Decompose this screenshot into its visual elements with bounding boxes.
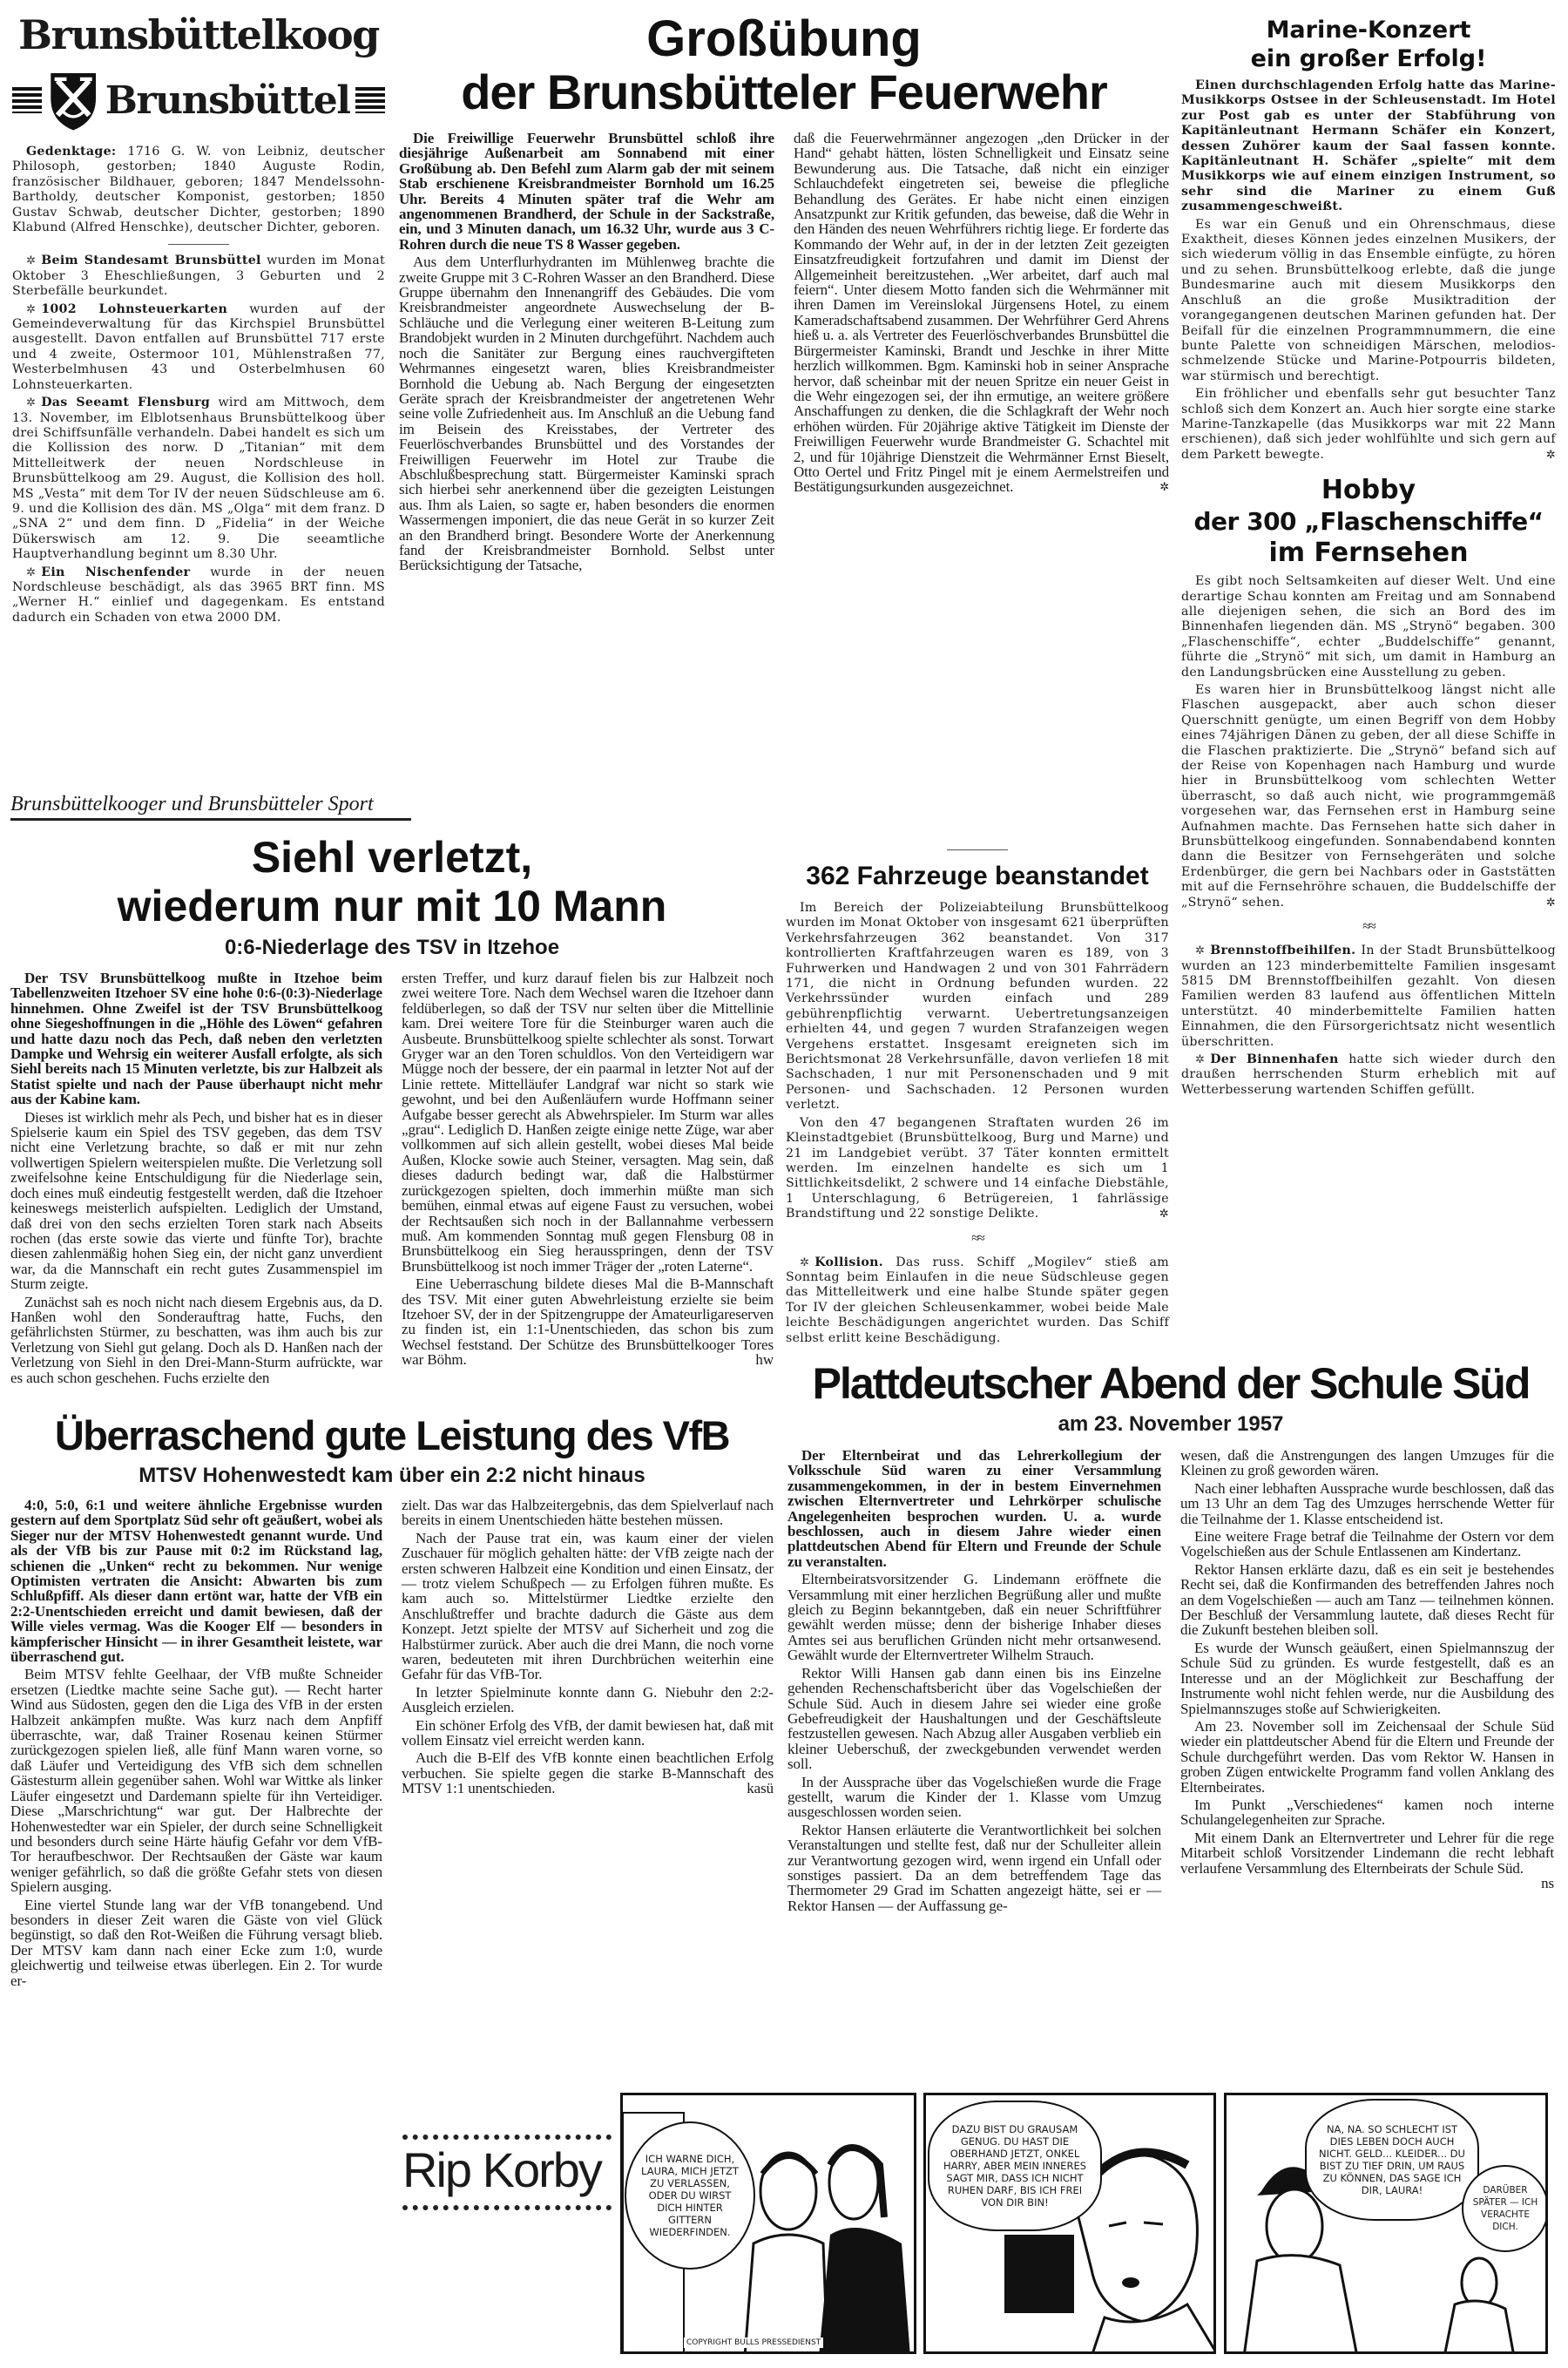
paragraph bbox=[1181, 574, 1556, 680]
divider bbox=[168, 244, 229, 245]
paragraph bbox=[1181, 387, 1556, 463]
article-hobby bbox=[1181, 475, 1556, 1098]
author-initials: hw bbox=[755, 1351, 774, 1369]
coat-of-arms-icon bbox=[47, 64, 99, 137]
notice-lead: Ein Nischenfender bbox=[41, 565, 191, 579]
end-star-icon: ✲ bbox=[1159, 1208, 1169, 1221]
paragraph-text: daß die Feuerwehrmänner angezogen „den Drücker in der Hand“ gehabt hätten, lösten Schnelligkeit und Einsatz seine Bewunderung aus. Die Tatsache, daß nicht ein einziger Schlauchdefekt eingetreten sei, beweise die pflegliche Behandlung des Gerätes. Er habe nicht einen einzigen Ansatzpunkt zur Kritik gefunden, das beweise, daß die Wehr in den Händen des neuen Wehrführers richtig liege. Er forderte das Kommando der Wehr auf, in der in der letzten Zeit gezeigten Einsatzfreudigkeit fortzufahren und damit im Dienst der Allgemeinheit bereitzustehen. „Wer arbeitet, darf auch mal feiern“. Unter diesem Motto fanden sich die Wehrmänner mit ihren Damen im Vereinslokal Jürgensens Hotel, zu einem Kameradschaftsabend zusammen. Der Wehrführer Gerd Ahrens hieß u. a. als Vertreter des Feuerlöschverbandes Brunsbüttel die Bürgermeister Kaminski, Brandt und Jeschke in ihrer Mitte herzlich willkommen. Bgm. Kaminski hob in seiner Ansprache hervor, daß scheinbar mit der neuen Spritze ein neuer Geist in die Wehr eingezogen sei, der ihn ermutige, an weitere größere Anschaffungen zu denken, die die Schlagkraft der Wehr noch erhöhen würden. Für 20jährige aktive Tätigkeit im Dienste der Freiwilligen Feuerwehr wurde Brandmeister G. Schachtel mit 2, und für 10jährige Dienstzeit die Wehrmänner Ernst Bieselt, Otto Oertel und Fritz Pingel mit je einem Aermelstreifen und Bestätigungsurkunden ausgezeichnet. bbox=[794, 130, 1170, 496]
notice bbox=[12, 302, 385, 393]
notice bbox=[12, 145, 385, 235]
paragraph bbox=[10, 1110, 382, 1292]
masthead-row bbox=[12, 61, 385, 139]
paragraph bbox=[1180, 1797, 1554, 1828]
speech-bubble: NA, NA. SO SCHLECHT IST DIES LEBEN DOCH AUCH NICHT. GELD... KLEIDER... DU BIST ZU TIEF DRIN, UM RAUS ZU KÖNNEN, DAS SAGE ICH DIR, LAURA! bbox=[1305, 2099, 1479, 2221]
right-column bbox=[1181, 16, 1556, 1100]
notice-lead: 1002 Lohnsteuerkarten bbox=[41, 301, 228, 316]
paragraph-text: Eine Ueberraschung bildete dieses Mal die B-Mannschaft des TSV. Mit einer guten Abwehrleistung erzielte sie beim Itzehoer SV, der in der Spitzengruppe der Amateurligareserven zu finden ist, ein 1:1-Unentschieden, das schon bis zum Wechsel feststand. Der Schütze des Brunsbüttelkooger Tores war Böhm. bbox=[402, 1275, 774, 1369]
paragraph bbox=[1180, 1481, 1554, 1526]
paragraph bbox=[787, 1775, 1161, 1820]
article-hobby-body bbox=[1181, 574, 1556, 1098]
paragraph bbox=[787, 1666, 1161, 1772]
notice bbox=[12, 254, 385, 299]
paragraph-text: Rektor Willi Hansen gab dann einen bis ins Einzelne gehenden Rechenschaftsbericht über das Vogelschießen der Schule Süd. Auch in diesem Jahre sei wieder eine große Gebefreudigkeit der Haushaltungen und der Geschäftsleute festzustellen gewesen. Nach Abzug aller Ausgaben verblieb ein kleiner Ueberschuß, der zweckgebunden verwendet werden soll. bbox=[787, 1664, 1161, 1773]
notice-lead: Das Seeamt Flensburg bbox=[41, 396, 211, 410]
paragraph-text: Im Bereich der Polizeiabteilung Brunsbüttelkoog wurden im Monat Oktober von insgesamt 621 überprüften Verkehrsfahrzeugen 362 beanstandet. Von 317 kontrollierten Kraftfahrzeugen waren es 189, von 3 Fuhrwerken und Handwagen 2 und von 301 Fahrrädern 171, die nicht in Ordnung befunden wurden. 22 Verkehrssünder wurden einfach und 289 gebührenpflichtig verwarnt. Uebertretungsanzeigen erhielten 44, und gegen 7 wurden Strafanzeigen wegen Vergehens erstattet. Insgesamt ereigneten sich im Berichtsmonat 28 Verkehrsunfälle, davon verliefen 18 mit Sachschaden, 1 nur mit Personenschaden und 9 mit Personen- und Sachschaden. 12 Personen wurden verletzt. bbox=[786, 901, 1169, 1113]
article-body bbox=[786, 901, 1169, 1346]
subheadline-vfb: MTSV Hohenwestedt kam über ein 2:2 nicht hinaus bbox=[139, 1463, 645, 1487]
notice-lead: Der Binnenhafen bbox=[1210, 1052, 1339, 1066]
comic-panel-1 bbox=[620, 2093, 916, 2354]
paragraph-text: Rektor Hansen erläuterte die Verantwortlichkeit bei solchen Veranstaltungen und stellte fest, daß nur der Schulleiter allein zur Verantwortung gezogen wird, wenn irgend ein Unfall oder sonstiges passiert. Da an dem betreffendem Tage das Thermometer 29 Grad im Schatten angezeigt hätte, sei er — Rektor Hansen — der Auffassung ge- bbox=[787, 1821, 1161, 1914]
paragraph bbox=[402, 1750, 774, 1796]
paragraph bbox=[1180, 1448, 1554, 1478]
sport-section bbox=[10, 793, 774, 1991]
paragraph-text: wesen, daß die Anstrengungen des langen Umzuges für die Kleinen zu groß geworden wären. bbox=[1180, 1447, 1554, 1479]
headline-hobby-line1: Hobby bbox=[1321, 475, 1416, 506]
headline-hobby-line2: der 300 „Flaschenschiffe“ bbox=[1193, 507, 1544, 537]
headline-line1: Großübung bbox=[646, 10, 922, 67]
masthead-title-brunsbuettelkoog: Brunsbüttelkoog bbox=[18, 11, 379, 58]
paragraph-text: Es war ein Genuß und ein Ohrenschmaus, diese Exaktheit, dieses Können jedes einzelnen Musikers, der sich wiederum völlig in das Ensemble einfügte, zu hören und zu sehen. Brunsbüttelkoog erlebte, daß die junge Bundesmarine auch mit diesem Musikkorps den Anschluß an die große Musiktradition der vorangegangenen deutschen Marinen gefunden hat. Der Beifall für die einzelnen Programmnummern, die eine bunte Palette von schneidigen Märschen, melodios-schmelzende Stücke und Marine-Potpourris bildeten, war stürmisch und berechtigt. bbox=[1181, 217, 1556, 383]
paragraph-text: Einen durchschlagenden Erfolg hatte das Marine-Musikkorps Ostsee in der Schleusenstadt. Im Hotel zur Post gab es unter der Stabführung von Kapitänleutnant Hermann Schäfer ein Konzert, dessen Zuhörer kaum der Saal fassen konnte. Kapitänleutnant H. Schäfer „spielte“ mit dem Musikkorps wie auf einem einzigen Instrument, so sehr sind die Mariner zu einem Guß zusammengeschweißt. bbox=[1181, 78, 1556, 214]
author-initials: kasü bbox=[747, 1780, 774, 1797]
paragraph bbox=[10, 1898, 382, 1988]
paragraph-text: wurden auf der Gemeindeverwaltung für das Kirchspiel Brunsbüttel ausgestellt. Davon entfallen auf Brunsbüttel 717 erste und 4 zweite, Ostermoor 101, Mühlenstraßen 77, Westerbelmhusen 43 und Osterbelmhusen 60 Lohnsteuerkarten. bbox=[12, 301, 385, 392]
paragraph-text: Auch die B-Elf des VfB konnte einen beachtlichen Erfolg verbuchen. Sie spielte gegen die starke B-Mannschaft des MTSV 1:1 unentschieden. bbox=[402, 1749, 774, 1797]
paragraph-text: Dieses ist wirklich mehr als Pech, und bisher hat es in dieser Spielserie kaum ein Spiel des TSV gegeben, das dem TSV nicht eine Verletzung brachte, so daß er mit nur zehn vollwertigen Spielern weiterspielen mußte. Die Verletzung soll zweifelsohne keine Entschuldigung für die Niederlage sein, doch eines muß eindeutig festgestellt werden, daß die Itzehoer keineswegs meisterlich aufspielten. Lediglich der Umstand, daß drei von den sechs erzielten Toren stark nach Abseits rochen (das erste sowie das vierte und fünfte Tor), brachte diesen zahlenmäßig hohen Sieg ein, der nicht ganz unverdient war, da die Mannschaft ein recht gutes Zusammenspiel im Sturm zeigte. bbox=[10, 1108, 382, 1293]
sport-section-banner: Brunsbüttelkooger und Brunsbütteler Sport bbox=[10, 793, 411, 821]
paragraph-text: Elternbeiratsvorsitzender G. Lindemann eröffnete die Versammlung mit einer herzlichen Begrüßung aller und mußte gleich zu Beginn bekanntgeben, daß ein neuer Schriftführer gewählt werden müsse; denn der bisherige Inhaber dieses Amtes sei aus beruflichen Gründen nicht mehr ortsanwesend. Gewählt wurde der Elternvertreter Wilhelm Strauch. bbox=[787, 1571, 1161, 1664]
paragraph bbox=[10, 1295, 382, 1385]
notice-star-icon: ✲ bbox=[26, 254, 37, 268]
subheadline-siehl: 0:6-Niederlage des TSV in Itzehoe bbox=[224, 936, 560, 959]
headline-plattdeutsch: Plattdeutscher Abend der Schule Süd bbox=[812, 1359, 1530, 1408]
paragraph-text: Der TSV Brunsbüttelkoog mußte in Itzehoe beim Tabellenzweiten Itzehoer SV eine hohe 0:6-(0:3)-Niederlage hinnehmen. Ohne Zweifel ist der TSV Brunsbüttelkoog ohne Siegeshoffnungen in die „Höhle des Löwen“ gefahren und hatte dazu noch das Pech, daß neben den verletzten Dampke und Wehrsig ein weiterer Ausfall erfolgte, als sich Siehl bereits nach 15 Minuten verletzte, bis zur Halbzeit als Statist spielte und nach der Pause überhaupt nicht mehr aus der Kabine kam. bbox=[10, 970, 382, 1108]
paragraph bbox=[787, 1572, 1161, 1662]
notice-star-icon: ✲ bbox=[1195, 1052, 1206, 1066]
paragraph-text: Zunächst sah es noch nicht nach diesem Ergebnis aus, da D. Hanßen wohl den Sonderauftrag hatte, Fuchs, den gefährlichsten Stürmer, zu beschatten, was ihm auch bis zur Verletzung von Siehl gut gelang. Doch als D. Hanßen nach der Verletzung von Siehl in den Drei-Mann-Sturm aufrückte, war es auch schon geschehen. Fuchs erzielte den bbox=[10, 1293, 382, 1386]
paragraph bbox=[10, 1498, 382, 1664]
masthead bbox=[12, 9, 385, 139]
paragraph-text: Eine viertel Stunde lang war der VfB tonangebend. Und besonders in dieser Zeit waren die Gäste von viel Glück begünstigt, so daß den Rot-Weißen die Führung versagt blieb. Der MTSV kam dann nach einer Ecke zum 1:0, wurde gleichwertig und teilweise etwas überlegen. Ein 2. Tor wurde er- bbox=[10, 1896, 382, 1989]
paragraph-text: Von den 47 begangenen Straftaten wurden 26 im Kleinstadtgebiet (Brunsbüttelkoog, Burg und Marne) und 21 im Landgebiet verübt. 37 Täter konnten ermittelt werden. Im einzelnen handelte es sich um 1 Sittlichkeitsdelikt, 2 schwere und 14 einfache Diebstähle, 1 Unterschlagung, 6 Betrügereien, 1 fahrlässige Brandstiftung und 22 sonstige Delikte. bbox=[786, 1115, 1169, 1221]
paragraph-text: In letzter Spielminute konnte dann G. Niebuhr den 2:2-Ausgleich erzielen. bbox=[402, 1683, 774, 1716]
notice-star-icon: ✲ bbox=[800, 1255, 810, 1269]
notice-star-icon: ✲ bbox=[26, 396, 37, 410]
headline-marine-line2: ein großer Erfolg! bbox=[1250, 45, 1487, 72]
article-feuerwehr bbox=[392, 10, 1176, 576]
paragraph bbox=[10, 971, 382, 1107]
paragraph-text: Beim MTSV fehlte Geelhaar, der VfB mußte Schneider ersetzen (Liedtke machte seine Sache gut). — Recht harter Wind aus Südosten, gegen den die Liga des VfB in der ersten Halbzeit ankämpfen mußte. Was kurz nach dem Anpfiff überraschte, war, daß Trainer Rosenau keinen Stürmer zurückgezogen spielen ließ, alle fünf Mann waren vorne, so daß Läufer und Verteidigung des VfB sich dem schnellen Gästesturm allein gegenüber sahen. Wohl war Wittke als linker Läufer eingesetzt und Dardemann spielte für ihn Verteidiger. Diese „Marschrichtung“ war gut. Der Halbrechte der Hohenwestedter war ein Spieler, der durch seine Schnelligkeit und besonders durch seine Härte häufig Gefahr vor dem VfB-Tor heraufbeschwor. Der Rechtsaußen der Gäste war kaum weniger gefährlich, so daß die größte Gefahr stets von diesen Spielern ausging. bbox=[10, 1666, 382, 1896]
paragraph bbox=[402, 1276, 774, 1367]
notice bbox=[786, 1255, 1169, 1346]
comic-panel-2 bbox=[923, 2093, 1216, 2354]
speech-bubble: DARÜBER SPÄTER — ICH VERACHTE DICH. bbox=[1462, 2165, 1548, 2252]
comic-title-block bbox=[402, 2135, 612, 2212]
paragraph-text: Das russ. Schiff „Mogilev“ stieß am Sonntag beim Einlaufen in die neue Südschleuse gegen das Mittelleitwerk und eine halbe Stunde später gegen Tor IV der gleichen Schleusenkammer, wobei beide Male leichte Beschädigungen angerichtet wurden. Das Schiff selbst erlitt keine Beschädigung. bbox=[786, 1255, 1169, 1345]
paragraph-text: wird am Mittwoch, dem 13. November, im Elblotsenhaus Brunsbüttelkoog über drei Schiffsunfälle verhandeln. Dabei handelt es sich um die Kollission des norw. D „Titanian“ mit dem Mittelleitwerk der neuen Nordschleuse in Brunsbüttelkoog am 29. August, die Kollision des holl. MS „Vesta“ mit dem Tor IV der neuen Südschleuse am 6. 9. und die Kollision des dän. MS „Olga“ mit dem franz. D „SNA 2“ und dem finn. D „Fidelia“ in der Weiche Dükerswisch am 12. 9. Die seeamtliche Hauptverhandlung beginnt um 8.30 Uhr. bbox=[12, 396, 386, 562]
paragraph bbox=[787, 1823, 1161, 1913]
paragraph bbox=[1181, 78, 1556, 215]
paragraph-text: ersten Treffer, und kurz darauf fielen bis zur Halbzeit noch zwei weitere Tore. Nach dem Wechsel waren die Itzehoer dann feldüberlegen, so daß der TSV nur selten über die Mittellinie kam. Drei weitere Tore für die Steinburger waren auch die Ausbeute. Brunsbüttelkoog spielte schlechter als sonst. Torwart Gryger war an den Toren schuldlos. Von den Verteidigern war Mügge noch der bessere, der ein paarmal in letzter Not auf der Linie rettete. Mittelläufer Landgraf war nicht so stark wie gewohnt, und bei den Außenläufern wurde Hoffmann seiner Aufgabe besser gerecht als Abwehrspieler. Im Sturm war alles „grau“. Lediglich D. Hanßen zeigte einige nette Züge, war aber vollkommen auf sich allein gestellt, wobei dieses Mal beide Außen, Klocke sowie auch Steiner, versagten. Mag sein, daß dieses dadurch bedingt war, daß die Halbstürmer zurückgezogen spielten, doch immerhin müßte man sich bemühen, einmal etwas auf eigene Faust zu versuchen, wobei der Rechtsaußen sich noch in der Ballannahme verbessern muß. Am kommenden Sonntag muß gegen Flensburg 08 in Brunsbüttelkoog ein Sieg herausspringen, denn der TSV Brunsbüttelkoog ist noch immer Träger der „roten Laterne“. bbox=[402, 970, 774, 1275]
local-notices bbox=[12, 145, 385, 626]
paragraph-text: Nach der Pause trat ein, was kaum einer der vielen Zuschauer für möglich gehalten hätte: der VfB zeigte nach der ersten schweren Halbzeit eine Kondition und einen Einsatz, der — trotz vielem Schußpech — zu Erfolgen führen mußte. Es kam auch so. Mittelstürmer Liedtke erzielte den Anschlußtreffer und brachte dadurch die Gäste aus dem Konzept. Jetzt spielte der MTSV auf Sicherheit und zog die Halbstürmer zurück. Aber auch die drei Mann, die noch vorne waren, bedeuteten mit ihren Durchbrüchen weiterhin eine Gefahr für das VfB-Tor. bbox=[402, 1529, 774, 1683]
paragraph bbox=[794, 131, 1169, 495]
paragraph bbox=[402, 1685, 774, 1715]
paragraph-text: Es waren hier in Brunsbüttelkoog längst nicht alle Flaschen ausgepackt, aber auch schon dieser Querschnitt genügte, um einen Begriff von dem Hobby eines 74jährigen Dänen zu geben, der all diese Schiffe in die Flaschen praktizierte. Die „Strynö“ befand sich auf der Reise von Kopenhagen nach Hamburg und wurde hier in Brunsbüttelkoog vom schlechten Wetter überrascht, so daß auch nicht, wie programmgemäß vorgesehen war, das Fernsehen erst in Hamburg seine Aufnahmen machte. Das Fernsehen hatte sich daher in Brunsbüttelkoog eingefunden. Sonnabendabend konnten dann die Besitzer von Fernsehgeräten und solche Erdenbürger, die gern bei Nachbars oder in Gaststätten mit auf die Fernsehröhre schauen, die Buddelschiffe der „Strynö“ sehen. bbox=[1181, 683, 1556, 910]
end-star-icon: ✲ bbox=[1159, 480, 1169, 494]
wave-divider-icon: ≈≈ bbox=[971, 1230, 983, 1246]
paragraph-text: In der Aussprache über das Vogelschießen wurde die Frage gestellt, warum die Kinder der 1. Klasse vom Umzug ausgeschlossen worden seien. bbox=[787, 1773, 1161, 1821]
paragraph-text: Es gibt noch Seltsamkeiten auf dieser Welt. Und eine derartige Schau konnten am Freitag und am Sonnabend alle diejenigen sehen, die sich an Bord des im Binnenhafen liegenden dän. MS „Strynö“ begaben. 300 „Flaschenschiffe“, echter „Buddelschiffe“ genannt, führte die „Strynö“ mit sich, um damit in Hamburg an den Landungsbrücken eine Ausstellung zu geben. bbox=[1181, 574, 1556, 680]
paragraph-text: Nach einer lebhaften Aussprache wurde beschlossen, daß das um 13 Uhr an dem Tag des Umzuges herrschende Wetter für die Teilnahme der 1. Klasse entscheidend ist. bbox=[1180, 1479, 1554, 1527]
paragraph bbox=[402, 1718, 774, 1749]
paragraph-text: Ein fröhlicher und ebenfalls sehr gut besuchter Tanz schloß sich dem Konzert an. Auch hier sorgte eine starke Marine-Tanzkapelle (das Musikkorps war mit 22 Mann erschienen), daß sich jeder wohlfühlte und sich gern auf dem Parkett bewegte. bbox=[1181, 387, 1556, 462]
article-column bbox=[402, 1498, 774, 1799]
paragraph bbox=[1180, 1719, 1554, 1795]
paragraph bbox=[1180, 1562, 1554, 1638]
notice bbox=[1181, 944, 1556, 1050]
divider bbox=[947, 849, 1008, 850]
comic-panel-3 bbox=[1224, 2093, 1548, 2354]
paragraph-text: 4:0, 5:0, 6:1 und weitere ähnliche Ergebnisse wurden gestern auf dem Sportplatz Süd sehr oft geäußert, wobei als Sieger nur der MTSV Hohenwestedt genannt wurde. Und als der VfB bis zur Pause mit 0:2 im Rückstand lag, schienen die „Unken“ recht zu bekommen. Nur wenige Optimisten vertraten die Ansicht: Abwarten bis zum Schlußpfiff. Als dieser dann ertönt war, hatte der VfB ein 2:2-Unentschieden erreicht und damit bewiesen, daß der Wille vieles vermag. Was die Kooger Elf — besonders in kämpferischer Hinsicht — in ihrer Gesamtheit leistete, war überraschend gut. bbox=[10, 1496, 382, 1666]
paragraph-text: wurde in der neuen Nordschleuse beschädigt, als das 3965 BRT finn. MS „Werner H.“ einlief und dagegenkam. Es entstand dadurch ein Schaden von etwa 2000 DM. bbox=[12, 565, 385, 625]
paragraph bbox=[1180, 1641, 1554, 1716]
paragraph-text: Mit einem Dank an Elternvertreter und Lehrer für die rege Mitarbeit schloß Vorsitzender Lindemann die recht lebhaft verlaufene Versammlung des Elternbeirats der Schule Süd. bbox=[1180, 1829, 1554, 1877]
article-plattdeutsch bbox=[787, 1357, 1554, 1916]
subheadline-date: am 23. November 1957 bbox=[1058, 1412, 1284, 1436]
speech-bubble: ICH WARNE DICH, LAURA, MICH JETZT ZU VERLASSEN, ODER DU WIRST DICH HINTER GITTERN WIEDERFINDEN. bbox=[625, 2121, 755, 2270]
notice-star-icon: ✲ bbox=[26, 302, 37, 316]
headline-siehl-line1: Siehl verletzt, bbox=[251, 833, 533, 882]
paragraph bbox=[787, 1448, 1161, 1569]
notice-star-icon: ✲ bbox=[1195, 944, 1206, 958]
paragraph bbox=[786, 901, 1169, 1113]
headline-siehl-line2: wiederum nur mit 10 Mann bbox=[117, 882, 667, 930]
paragraph bbox=[402, 1531, 774, 1682]
paragraph bbox=[399, 131, 774, 252]
comic-title: Rip Korby bbox=[402, 2142, 601, 2197]
banner-left-icon bbox=[12, 87, 42, 113]
article-column bbox=[10, 971, 382, 1388]
article-marine-body bbox=[1181, 78, 1556, 463]
masthead-title-brunsbuettel: Brunsbüttel bbox=[105, 78, 350, 123]
left-column bbox=[12, 9, 385, 628]
paragraph bbox=[1181, 218, 1556, 384]
comic-copyright: COPYRIGHT BULLS PRESSEDIENST bbox=[684, 2338, 823, 2348]
notice-lead: Gedenktage: bbox=[26, 145, 117, 159]
end-star-icon: ✲ bbox=[1545, 448, 1556, 462]
notice-star-icon: ✲ bbox=[26, 565, 37, 579]
headline-vfb: Überraschend gute Leistung des VfB bbox=[54, 1411, 730, 1458]
paragraph bbox=[402, 1498, 774, 1528]
notice bbox=[12, 565, 385, 626]
headline-marine-line1: Marine-Konzert bbox=[1266, 17, 1471, 44]
notice-lead: Kollision. bbox=[814, 1255, 883, 1269]
speech-bubble: DAZU BIST DU GRAUSAM GENUG. DU HAST DIE OBERHAND JETZT, ONKEL HARRY, ABER MEIN INNERES SAGT MIR, DASS ICH NICHT RUHEN DARF, BIS ICH FREI VON DIR BIN! bbox=[928, 2101, 1102, 2231]
notice bbox=[1181, 1052, 1556, 1098]
article-column bbox=[10, 1498, 382, 1991]
paragraph-text: Rektor Hansen erklärte dazu, daß es ein seit je bestehendes Recht sei, daß die Konfirmanden des betreffenden Jahres noch an dem Vogelschießen — auch am Tanz — teilnehmen können. Der Beschluß der Versammlung lautete, daß dieses Recht für die Zukunft bestehen bleiben soll. bbox=[1180, 1560, 1554, 1639]
banner-right-icon bbox=[355, 87, 385, 113]
paragraph bbox=[1181, 683, 1556, 910]
paragraph bbox=[399, 254, 774, 573]
article-column bbox=[402, 971, 774, 1370]
paragraph-text: zielt. Das war das Halbzeitergebnis, das dem Spielverlauf nach bereits in einem Unentschieden hätte bestehen müssen. bbox=[402, 1496, 774, 1529]
notice-lead: Brennstoffbeihilfen. bbox=[1210, 944, 1356, 958]
paragraph bbox=[1180, 1529, 1554, 1559]
paragraph-text: Eine weitere Frage betraf die Teilnahme der Ostern vor dem Vogelschießen aus der Schule Entlassenen am Kindertanz. bbox=[1180, 1528, 1554, 1560]
article-column bbox=[794, 131, 1169, 497]
article-fahrzeuge bbox=[786, 841, 1169, 1349]
headline-line2: der Brunsbütteler Feuerwehr bbox=[461, 64, 1107, 119]
author-initials: ns bbox=[1541, 1874, 1554, 1891]
notice-lead: Beim Standesamt Brunsbüttel bbox=[41, 254, 261, 268]
paragraph-text: In der Stadt Brunsbüttelkoog wurden an 123 minderbemittelte Familien insgesamt 5815 DM Brennstoffbeihilfen gezahlt. Von diesen Familien werden 83 laufend aus öffentlichen Mitteln unterstützt. 40 minderbemittelte Familien hatten Einnahmen, die den Fürsorgerichtsatz nicht wesentlich überschritten. bbox=[1181, 944, 1556, 1049]
paragraph-text: 1716 G. W. von Leibniz, deutscher Philosoph, gestorben; 1840 Auguste Rodin, französischer Bildhauer, geboren; 1847 Mendelssohn-Bartholdy, deutscher Komponist, gestorben; 1850 Gustav Schwab, deutscher Dichter, gestorben; 1890 Klabund (Alfred Henschke), deutscher Dichter, geboren. bbox=[12, 145, 385, 235]
notice bbox=[12, 396, 385, 562]
paragraph-text: wurden im Monat Oktober 3 Eheschließungen, 3 Geburten und 2 Sterbefälle beurkundet. bbox=[12, 254, 385, 299]
paragraph-text: Ein schöner Erfolg des VfB, der damit bewiesen hat, daß mit vollem Einsatz viel erreicht werden kann. bbox=[402, 1716, 774, 1749]
paragraph bbox=[786, 1116, 1169, 1222]
headline: 362 Fahrzeuge beanstandet bbox=[806, 862, 1149, 890]
paragraph bbox=[1180, 1829, 1554, 1891]
article-column bbox=[787, 1448, 1161, 1916]
paragraph-text: Es wurde der Wunsch geäußert, einen Spielmannszug der Schule Süd zu gründen. Es wurde festgestellt, daß es an Interesse und an der Möglichkeit zur Beschaffung der Instrumente wohl nicht fehlen werde, nur die Ausbildung des Spielmannszuges stoße auf Schwierigkeiten. bbox=[1180, 1639, 1554, 1717]
article-column bbox=[399, 131, 774, 576]
article-column bbox=[1180, 1448, 1554, 1891]
paragraph-text: Im Punkt „Verschiedenes“ kamen noch interne Schulangelegenheiten zur Sprache. bbox=[1180, 1796, 1554, 1829]
paragraph-text: hatte sich wieder durch den draußen herrschenden Sturm erheblich mit auf Wetterbesserung wartenden Schiffen gefüllt. bbox=[1181, 1052, 1556, 1097]
paragraph bbox=[10, 1667, 382, 1894]
decorative-chain-top bbox=[402, 2135, 612, 2141]
paragraph-text: Aus dem Unterflurhydranten im Mühlenweg brachte die zweite Gruppe mit 3 C-Rohren Wasser an den Brandherd. Diese Gruppe übernahm den Innenangriff des Gebäudes. Die vom Kreisbrandmeister angeordnete Auswechselung der B-Schläuche und die Verlegung einer weiteren B-Leitung zum Brandobjekt wurden in 2 Minuten durchgeführt. Nachdem auch noch die Sanitäter zur Bergung eines rauchvergifteten Wehrmannes eingesetzt waren, blies Kreisbrandmeister Bornhold die Uebung ab. Nach Bergung der eingesetzten Geräte sprach der Kreisbrandmeister der angetretenen Wehr seine volle Zufriedenheit aus. Im Anschluß an die Uebung fand im Beisein des Kreisstabes, der Vertreter des Feuerlöschverbandes Brunsbüttel und des Vorstandes der Freiwilligen Feuerwehr im Hotel zur Traube die Abschlußbesprechung statt. Bürgermeister Kaminski sprach sich hierbei sehr anerkennend über die gezeigten Leistungen aus. Ihm als Laien, so sagte er, haben besonders die enormen Wassermengen imponiert, die das neue Gerät in so kurzer Zeit an den Brandherd bringt. Besondere Worte der Anerkennung fand der Kreisbrandmeister Bornhold. Selbst unter Berücksichtigung der Tatsache, bbox=[399, 254, 774, 574]
headline-hobby-line3: im Fernsehen bbox=[1268, 538, 1469, 569]
paragraph-text: Der Elternbeirat und das Lehrerkollegium der Volksschule Süd waren zu einer Versammlung zusammengekommen, in der in bestem Einvernehmen zwischen Elternvertreter und Lehrkörper schulische Angelegenheiten besprochen wurden. U. a. wurde beschlossen, auch in diesem Jahre wieder einen plattdeutschen Abend für Eltern und Freunde der Schule zu veranstalten. bbox=[787, 1447, 1161, 1570]
paragraph bbox=[402, 971, 774, 1274]
paragraph-text: Die Freiwillige Feuerwehr Brunsbüttel schloß ihre diesjährige Außenarbeit am Sonnabend mit einer Großübung ab. Den Befehl zum Alarm gab der mit seinem Stab erschienene Kreisbrandmeister Bornhold um 16.25 Uhr. Bereits 4 Minuten später traf die Wehr am angenommenen Brandherd, der Schule in der Sackstraße, ein, und 3 Minuten danach, um 16.32 Uhr, wurde aus 3 C-Rohren durch die neue TS 8 Wasser gegeben. bbox=[399, 130, 774, 253]
paragraph-text: Am 23. November soll im Zeichensaal der Schule Süd wieder ein plattdeutscher Abend für die Eltern und Freunde der Schule durchgeführt werden. Das vom Rektor W. Hansen in groben Zügen entwickelte Programm fand vollen Anklang des Elternbeirates. bbox=[1180, 1717, 1554, 1796]
decorative-chain-bottom bbox=[402, 2205, 612, 2212]
end-star-icon: ✲ bbox=[1545, 896, 1556, 910]
wave-divider-icon: ≈≈ bbox=[1362, 919, 1375, 935]
